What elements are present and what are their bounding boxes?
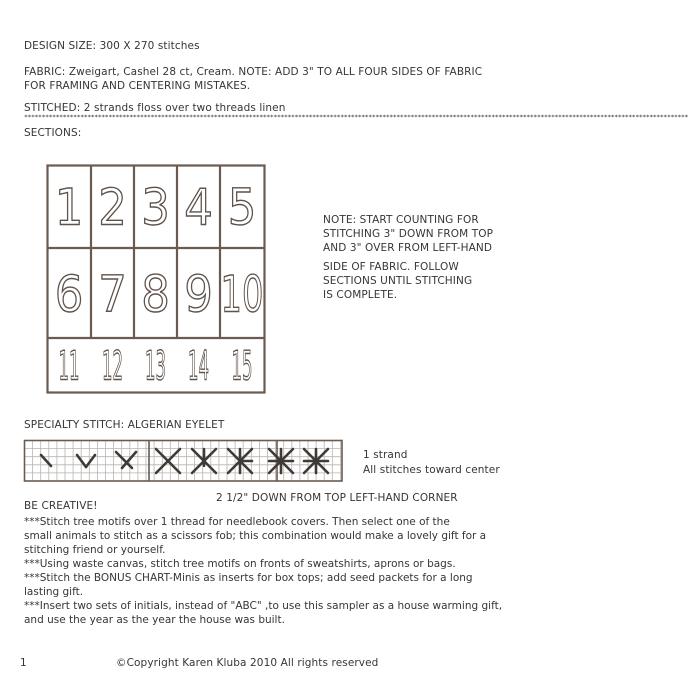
- section-number: 3: [141, 179, 170, 237]
- section-number: 7: [98, 266, 127, 324]
- stitch-ray: [269, 461, 281, 473]
- creative-ideas: [24, 515, 524, 627]
- stitch-ray: [204, 449, 216, 461]
- stitch-direction: All stitches toward center: [363, 464, 500, 476]
- page-number: 1: [20, 657, 27, 669]
- section-number: 8: [141, 266, 170, 324]
- note-line: AND 3" OVER FROM LEFT-HAND: [323, 242, 493, 254]
- stitch-ray: [192, 461, 204, 473]
- strand-count: 1 strand: [363, 449, 408, 461]
- sections-grid: [46, 164, 268, 396]
- stitch-ray: [228, 461, 240, 473]
- creative-line: and use the year as the year the house was built.: [24, 614, 285, 626]
- stitch-ray: [316, 461, 328, 473]
- creative-line: ***Stitch the BONUS CHART-Minis as inserts for box tops; add seed packets for a long: [24, 572, 473, 584]
- sections-label: SECTIONS:: [24, 127, 82, 139]
- section-number: 1: [54, 179, 84, 237]
- note-line: NOTE: START COUNTING FOR: [323, 214, 479, 226]
- fabric-line-1: FABRIC: Zweigart, Cashel 28 ct, Cream. NOTE: ADD 3" TO ALL FOUR SIDES OF FABRIC: [24, 66, 483, 78]
- stitch-ray: [240, 461, 252, 473]
- note-line: SECTIONS UNTIL STITCHING: [323, 275, 473, 287]
- note-line: SIDE OF FABRIC. FOLLOW: [323, 261, 459, 273]
- stitch-chart-dividers: [25, 441, 343, 482]
- fabric-line-2: FOR FRAMING AND CENTERING MISTAKES.: [24, 80, 251, 92]
- note-line: STITCHING 3" DOWN FROM TOP: [323, 228, 494, 240]
- note-line: IS COMPLETE.: [323, 289, 398, 301]
- stitch-chart-border: [25, 441, 343, 482]
- section-number: 2: [98, 179, 127, 237]
- stitch-chart-grid: [25, 441, 343, 482]
- stitch-progression: [41, 449, 328, 473]
- algerian-eyelet-chart: [24, 440, 344, 482]
- stitch-ray: [204, 461, 216, 473]
- section-number: 14: [188, 344, 209, 390]
- stitch-ray: [281, 449, 293, 461]
- creative-line: ***Stitch tree motifs over 1 thread for needlebook covers. Then select one of the: [24, 516, 450, 528]
- stitch-position: 2 1/2" DOWN FROM TOP LEFT-HAND CORNER: [216, 492, 458, 504]
- creative-line: small animals to stitch as a scissors fob; this combination would make a lovely gift for a: [24, 530, 487, 542]
- section-number: 11: [58, 344, 80, 390]
- star-divider: *********************************************************************************************************************************************************************************************: [24, 113, 688, 121]
- section-number: 9: [184, 266, 213, 324]
- stitch-ray: [192, 449, 204, 461]
- section-number: 13: [145, 344, 166, 390]
- creative-line: ***Insert two sets of initials, instead of "ABC" ,to use this sampler as a house warming gift,: [24, 600, 503, 612]
- creative-line: stitching friend or yourself.: [24, 544, 166, 556]
- stitch-ray: [304, 461, 316, 473]
- section-number: 12: [102, 344, 123, 390]
- stitch-ray: [281, 461, 293, 473]
- copyright-notice: ©Copyright Karen Kluba 2010 All rights reserved: [116, 657, 379, 669]
- stitch-ray: [304, 449, 316, 461]
- section-number: 6: [54, 266, 84, 324]
- creative-line: ***Using waste canvas, stitch tree motifs on fronts of sweatshirts, aprons or bags.: [24, 558, 456, 570]
- design-size: DESIGN SIZE: 300 X 270 stitches: [24, 40, 200, 52]
- section-number: 4: [184, 179, 213, 237]
- section-number: 15: [231, 344, 253, 390]
- section-number: 5: [227, 179, 257, 237]
- stitched-line: STITCHED: 2 strands floss over two threads linen: [24, 102, 286, 114]
- stitch-ray: [228, 449, 240, 461]
- stitch-ray: [240, 449, 252, 461]
- stitch-ray: [316, 449, 328, 461]
- stitch-ray: [269, 449, 281, 461]
- section-numbers: [55, 179, 264, 390]
- creative-line: lasting gift.: [24, 586, 84, 598]
- be-creative-title: BE CREATIVE!: [24, 500, 98, 512]
- specialty-stitch-title: SPECIALTY STITCH: ALGERIAN EYELET: [24, 419, 225, 431]
- section-number: 10: [220, 265, 264, 325]
